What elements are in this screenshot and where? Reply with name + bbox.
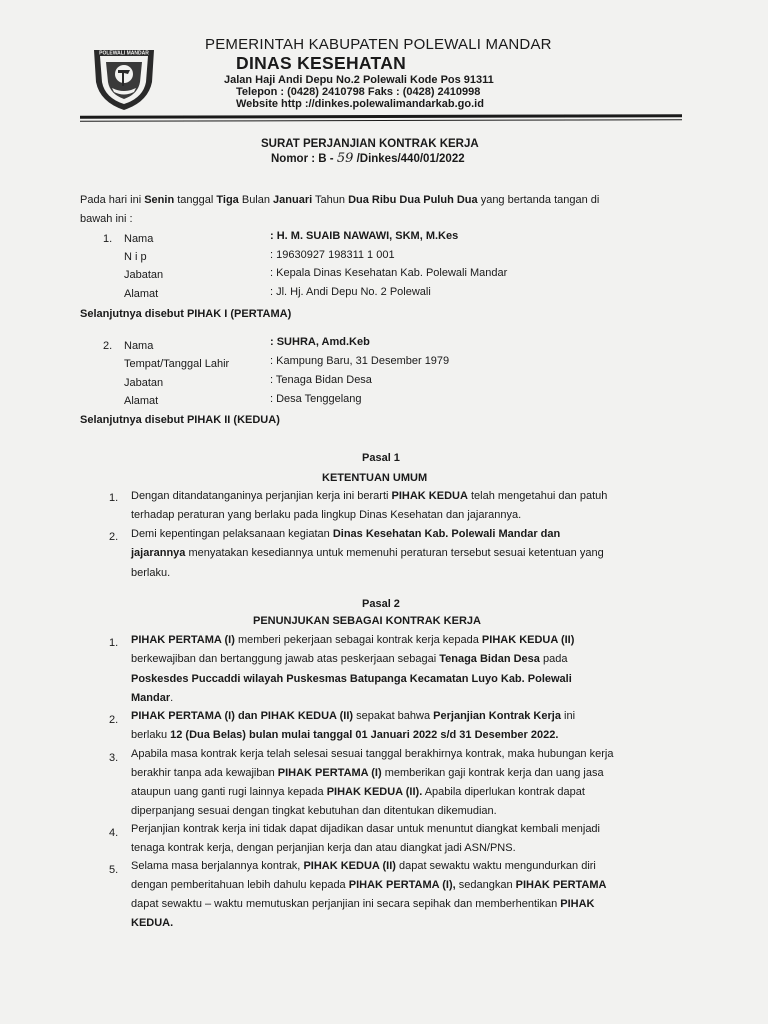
party1-value-nip: : 19630927 198311 1 001 [270,249,395,261]
party2-value-address: : Desa Tenggelang [270,393,362,405]
pasal2-item1-line4: Mandar. [131,692,174,704]
pasal2-item4-line1: Perjanjian kontrak kerja ini tidak dapat dijadikan dasar untuk menuntut diangkat kembali menjadi [131,823,600,835]
pasal2-item3-line1: Apabila masa kontrak kerja telah selesai sesuai tanggal berakhirnya kontrak, maka hubungan kerja [131,748,614,760]
document-title: SURAT PERJANJIAN KONTRAK KERJA [261,138,479,150]
pasal2-item3-number: 3. [109,752,119,764]
party1-value-address: : Jl. Hj. Andi Depu No. 2 Polewali [270,286,431,298]
pasal2-item5-number: 5. [109,864,119,876]
pasal2-item1-number: 1. [109,637,119,649]
pasal2-item5-line2: dengan pemberitahuan lebih dahulu kepada PIHAK PERTAMA (I), sedangkan PIHAK PERTAMA [131,879,607,891]
party2-label-name: Nama [124,340,154,352]
party2-value-name: : SUHRA, Amd.Keb [270,336,370,348]
pasal1-item2-line1: Demi kepentingan pelaksanaan kegiatan Dinas Kesehatan Kab. Polewali Mandar dan [131,528,561,540]
pasal2-item2-line1: PIHAK PERTAMA (I) dan PIHAK KEDUA (II) sepakat bahwa Perjanjian Kontrak Kerja ini [131,710,576,722]
letterhead-phone: Telepon : (0428) 2410798 Faks : (0428) 2410998 [236,86,481,98]
emblem-label: POLEWALI MANDAR [99,50,149,57]
letterhead-address: Jalan Haji Andi Depu No.2 Polewali Kode Pos 91311 [224,74,494,86]
party2-label-birth: Tempat/Tanggal Lahir [124,358,230,370]
party1-label-address: Alamat [124,288,159,300]
pasal1-item2-number: 2. [109,531,119,543]
letterhead-rule-thick [80,114,682,119]
pasal2-item3-line2: berakhir tanpa ada kewajiban PIHAK PERTAMA (I) memberikan gaji kontrak kerja dan uang jasa [131,767,604,779]
pasal2-item2-line2: berlaku 12 (Dua Belas) bulan mulai tanggal 01 Januari 2022 s/d 31 Desember 2022. [131,729,559,741]
pasal1-item1-line2: terhadap peraturan yang berlaku pada lingkup Dinas Kesehatan dan jajarannya. [131,509,522,521]
opening-line: Pada hari ini Senin tanggal Tiga Bulan Januari Tahun Dua Ribu Dua Puluh Dua yang bertanda tangan di [80,194,600,206]
pasal2-item2-number: 2. [109,714,119,726]
party2-label-position: Jabatan [124,377,164,389]
party2-number: 2. [103,340,113,352]
party2-label-address: Alamat [124,395,159,407]
pasal1-subtitle: KETENTUAN UMUM [322,472,428,484]
pasal1-item2-line3: berlaku. [131,567,171,579]
pasal2-item5-line1: Selama masa berjalannya kontrak, PIHAK KEDUA (II) dapat sewaktu waktu mengundurkan diri [131,860,596,872]
pasal2-item1-line1: PIHAK PERTAMA (I) memberi pekerjaan sebagai kontrak kerja kepada PIHAK KEDUA (II) [131,634,575,646]
party2-closing: Selanjutnya disebut PIHAK II (KEDUA) [80,414,280,426]
pasal2-item3-line3: ataupun uang ganti rugi lainnya kepada PIHAK KEDUA (II). Apabila diperlukan kontrak dapat [131,786,585,798]
pasal2-item1-line3: Poskesdes Puccaddi wilayah Puskesmas Batupanga Kecamatan Luyo Kab. Polewali [131,673,572,685]
opening-line-2: bawah ini : [80,213,133,225]
pasal2-subtitle: PENUNJUKAN SEBAGAI KONTRAK KERJA [253,615,481,627]
pasal1-title: Pasal 1 [362,452,400,464]
party1-value-position: : Kepala Dinas Kesehatan Kab. Polewali Mandar [270,267,508,279]
pasal1-item1-line1: Dengan ditandatanganinya perjanjian kerja ini berarti PIHAK KEDUA telah mengetahui dan patuh [131,490,608,502]
party1-label-nip: N i p [124,251,147,263]
party1-value-name: : H. M. SUAIB NAWAWI, SKM, M.Kes [270,230,459,242]
regency-emblem-icon [88,42,160,112]
party1-label-position: Jabatan [124,269,164,281]
document-number-suffix: /Dinkes/440/01/2022 [356,153,465,165]
letterhead-rule-thin [80,119,682,122]
pasal2-item5-line4: KEDUA. [131,917,174,929]
pasal2-item4-number: 4. [109,827,119,839]
party2-value-birth: : Kampung Baru, 31 Desember 1979 [270,355,450,367]
letterhead-agency: DINAS KESEHATAN [236,53,407,73]
party1-label-name: Nama [124,233,154,245]
handwritten-number: 59 [336,151,354,166]
pasal1-item2-line2: jajarannya menyatakan kesediannya untuk memenuhi peraturan tersebut sesuai ketentuan yang [131,547,604,559]
pasal2-title: Pasal 2 [362,598,400,610]
party1-number: 1. [103,233,113,245]
pasal2-item3-line4: diperpanjang sesuai dengan tingkat kebutuhan dan ditentukan dikemudian. [131,805,497,817]
document-number [271,151,465,166]
party2-value-position: : Tenaga Bidan Desa [270,374,372,386]
pasal2-item5-line3: dapat sewaktu – waktu memutuskan perjanjian ini secara sepihak dan memberhentikan PIHAK [131,898,595,910]
letterhead-website: Website http ://dinkes.polewalimandarkab.go.id [236,98,484,110]
pasal1-item1-number: 1. [109,492,119,504]
pasal2-item4-line2: tenaga kontrak kerja, dengan perjanjian kerja dan atau diangkat jadi ASN/PNS. [131,842,516,854]
party1-closing: Selanjutnya disebut PIHAK I (PERTAMA) [80,308,292,320]
document-number-prefix: Nomor : B - [271,153,334,165]
pasal2-item1-line2: berkewajiban dan bertanggung jawab atas peskerjaan sebagai Tenaga Bidan Desa pada [131,653,568,665]
letterhead-government: PEMERINTAH KABUPATEN POLEWALI MANDAR [205,36,552,53]
